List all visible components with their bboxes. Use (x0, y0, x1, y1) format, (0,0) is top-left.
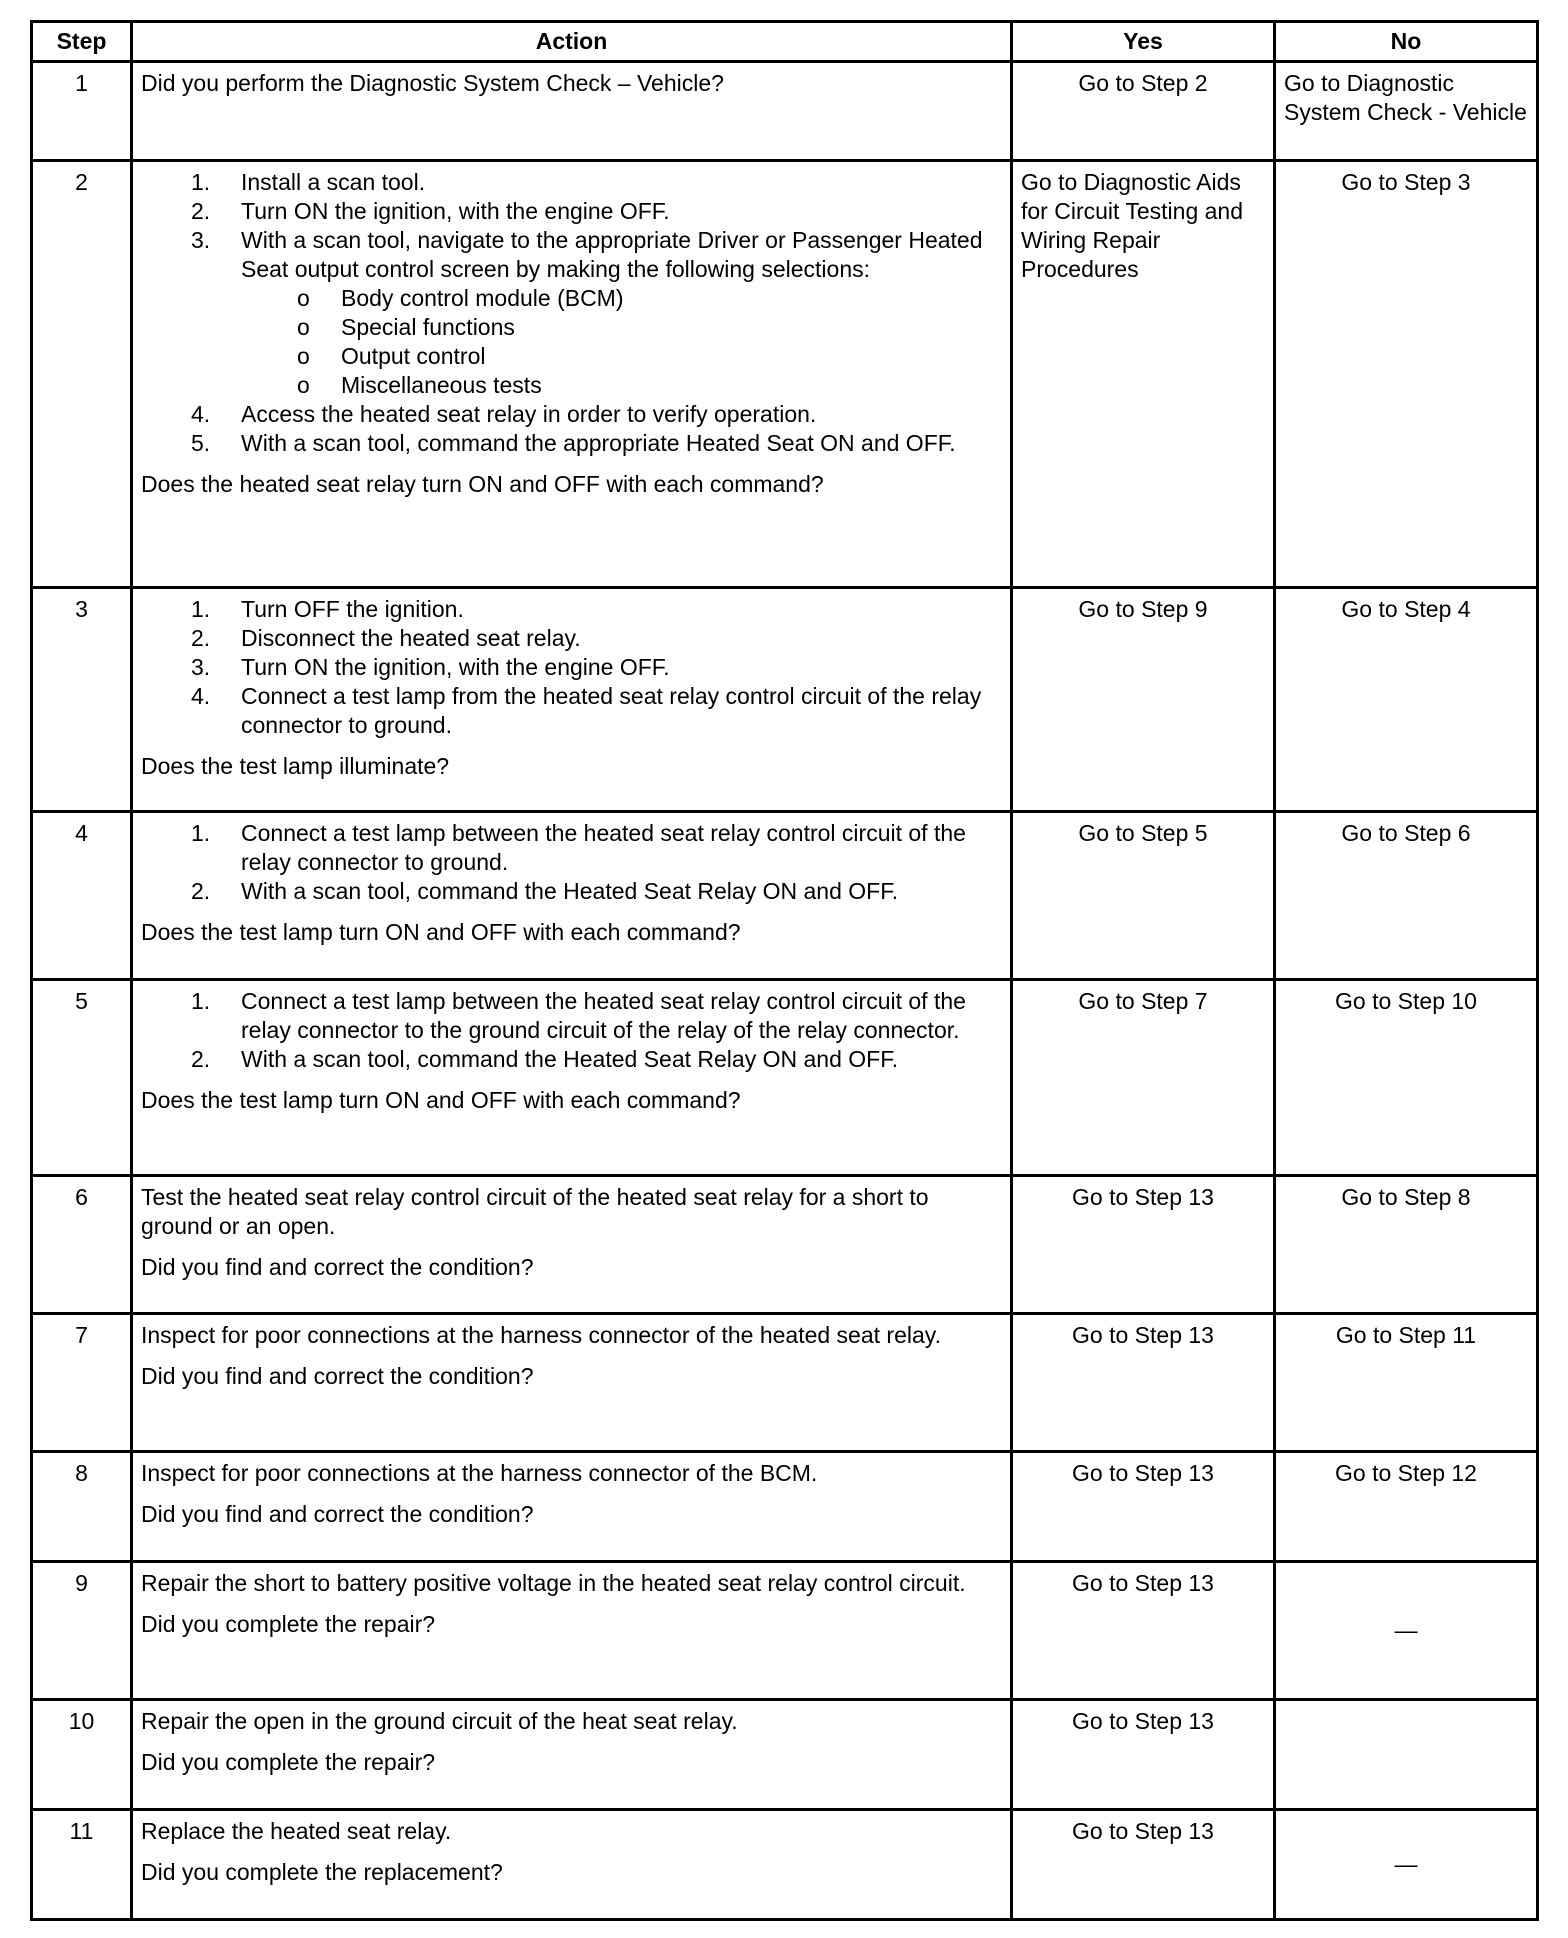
question-text: Did you complete the replacement? (141, 1859, 503, 1885)
header-step: Step (32, 22, 132, 62)
table-row (32, 980, 1538, 1176)
header-no: No (1275, 22, 1538, 62)
sub-list-item: o Output control (297, 343, 486, 369)
list-item: 2. With a scan tool, command the Heated Seat Relay ON and OFF. (191, 1046, 899, 1072)
no-cell: Go to Step 8 (1275, 1176, 1538, 1314)
action-cell (132, 812, 1012, 980)
yes-cell: Go to Step 13 (1012, 1562, 1275, 1700)
action-cell (132, 1700, 1012, 1810)
yes-cell: Go to Step 13 (1012, 1314, 1275, 1452)
table-row (32, 62, 1538, 161)
step-number: 5 (32, 980, 132, 1176)
table-row (32, 1452, 1538, 1562)
step-number: 4 (32, 812, 132, 980)
action-cell (132, 1810, 1012, 1920)
table-row (32, 812, 1538, 980)
yes-cell: Go to Diagnostic Aids for Circuit Testing and Wiring Repair Procedures (1012, 161, 1275, 588)
step-number: 9 (32, 1562, 132, 1700)
action-cell (132, 1562, 1012, 1700)
action-cell (132, 62, 1012, 161)
yes-cell: Go to Step 7 (1012, 980, 1275, 1176)
table-row (32, 1810, 1538, 1920)
yes-cell: Go to Step 9 (1012, 588, 1275, 812)
sub-list-item: o Special functions (297, 314, 515, 340)
no-cell: Go to Step 11 (1275, 1314, 1538, 1452)
list-item: 1. Connect a test lamp between the heated seat relay control circuit of the relay connector to ground. (191, 820, 966, 875)
action-text: Test the heated seat relay control circuit of the heated seat relay for a short to ground or an open. (141, 1184, 929, 1239)
table-row (32, 161, 1538, 588)
step-number: 1 (32, 62, 132, 161)
list-item: 2. Disconnect the heated seat relay. (191, 625, 581, 651)
no-cell: — (1275, 1562, 1538, 1700)
action-text: Repair the short to battery positive voltage in the heated seat relay control circuit. (141, 1570, 966, 1596)
action-cell (132, 1314, 1012, 1452)
action-cell (132, 980, 1012, 1176)
action-text: Repair the open in the ground circuit of the heat seat relay. (141, 1708, 738, 1734)
sub-list-item: o Miscellaneous tests (297, 372, 542, 398)
table-row (32, 588, 1538, 812)
question-text: Does the heated seat relay turn ON and OFF with each command? (141, 471, 824, 497)
yes-cell: Go to Step 2 (1012, 62, 1275, 161)
action-cell (132, 1176, 1012, 1314)
list-item: 4. Connect a test lamp from the heated seat relay control circuit of the relay connector to ground. (191, 683, 982, 738)
question-text: Did you find and correct the condition? (141, 1363, 534, 1389)
no-cell: Go to Step 10 (1275, 980, 1538, 1176)
list-item: 1. Turn OFF the ignition. (191, 596, 464, 622)
no-cell: Go to Step 12 (1275, 1452, 1538, 1562)
action-cell (132, 161, 1012, 588)
table-row (32, 1562, 1538, 1700)
no-cell: Go to Diagnostic System Check - Vehicle (1275, 62, 1538, 161)
action-text: Inspect for poor connections at the harness connector of the heated seat relay. (141, 1322, 941, 1348)
header-row (32, 22, 1538, 62)
question-text: Does the test lamp illuminate? (141, 753, 450, 779)
step-number: 8 (32, 1452, 132, 1562)
list-item: 3. With a scan tool, navigate to the appropriate Driver or Passenger Heated Seat output control screen by making the following selections: (191, 227, 983, 282)
no-cell: Go to Step 4 (1275, 588, 1538, 812)
question-text: Does the test lamp turn ON and OFF with each command? (141, 919, 741, 945)
list-item: 2. Turn ON the ignition, with the engine OFF. (191, 198, 670, 224)
diagnostic-table (30, 20, 1539, 1921)
list-item: 5. With a scan tool, command the appropriate Heated Seat ON and OFF. (191, 430, 956, 456)
action-text: Inspect for poor connections at the harness connector of the BCM. (141, 1460, 818, 1486)
action-text: Replace the heated seat relay. (141, 1818, 452, 1844)
header-action: Action (132, 22, 1012, 62)
step-number: 7 (32, 1314, 132, 1452)
table-row (32, 1314, 1538, 1452)
list-item: 2. With a scan tool, command the Heated Seat Relay ON and OFF. (191, 878, 899, 904)
question-text: Did you find and correct the condition? (141, 1501, 534, 1527)
step-number: 10 (32, 1700, 132, 1810)
step-number: 6 (32, 1176, 132, 1314)
header-yes: Yes (1012, 22, 1275, 62)
question-text: Did you find and correct the condition? (141, 1254, 534, 1280)
question-text: Did you complete the repair? (141, 1749, 436, 1775)
list-item: 3. Turn ON the ignition, with the engine OFF. (191, 654, 670, 680)
step-number: 3 (32, 588, 132, 812)
question-text: Did you complete the repair? (141, 1611, 436, 1637)
table-row (32, 1700, 1538, 1810)
action-cell (132, 588, 1012, 812)
yes-cell: Go to Step 13 (1012, 1176, 1275, 1314)
no-cell: — (1275, 1810, 1538, 1920)
list-item: 4. Access the heated seat relay in order to verify operation. (191, 401, 817, 427)
no-cell: Go to Step 3 (1275, 161, 1538, 588)
sub-list-item: o Body control module (BCM) (297, 285, 624, 311)
list-item: 1. Connect a test lamp between the heated seat relay control circuit of the relay connector to the ground circuit of the relay of the relay connector. (191, 988, 966, 1043)
yes-cell: Go to Step 13 (1012, 1700, 1275, 1810)
yes-cell: Go to Step 5 (1012, 812, 1275, 980)
action-cell (132, 1452, 1012, 1562)
no-cell: Go to Step 6 (1275, 812, 1538, 980)
step-number: 11 (32, 1810, 132, 1920)
step-number: 2 (32, 161, 132, 588)
list-item: 1. Install a scan tool. (191, 169, 426, 195)
no-cell (1275, 1700, 1538, 1810)
table-row (32, 1176, 1538, 1314)
yes-cell: Go to Step 13 (1012, 1452, 1275, 1562)
action-text: Did you perform the Diagnostic System Check – Vehicle? (141, 70, 724, 96)
question-text: Does the test lamp turn ON and OFF with each command? (141, 1087, 741, 1113)
yes-cell: Go to Step 13 (1012, 1810, 1275, 1920)
